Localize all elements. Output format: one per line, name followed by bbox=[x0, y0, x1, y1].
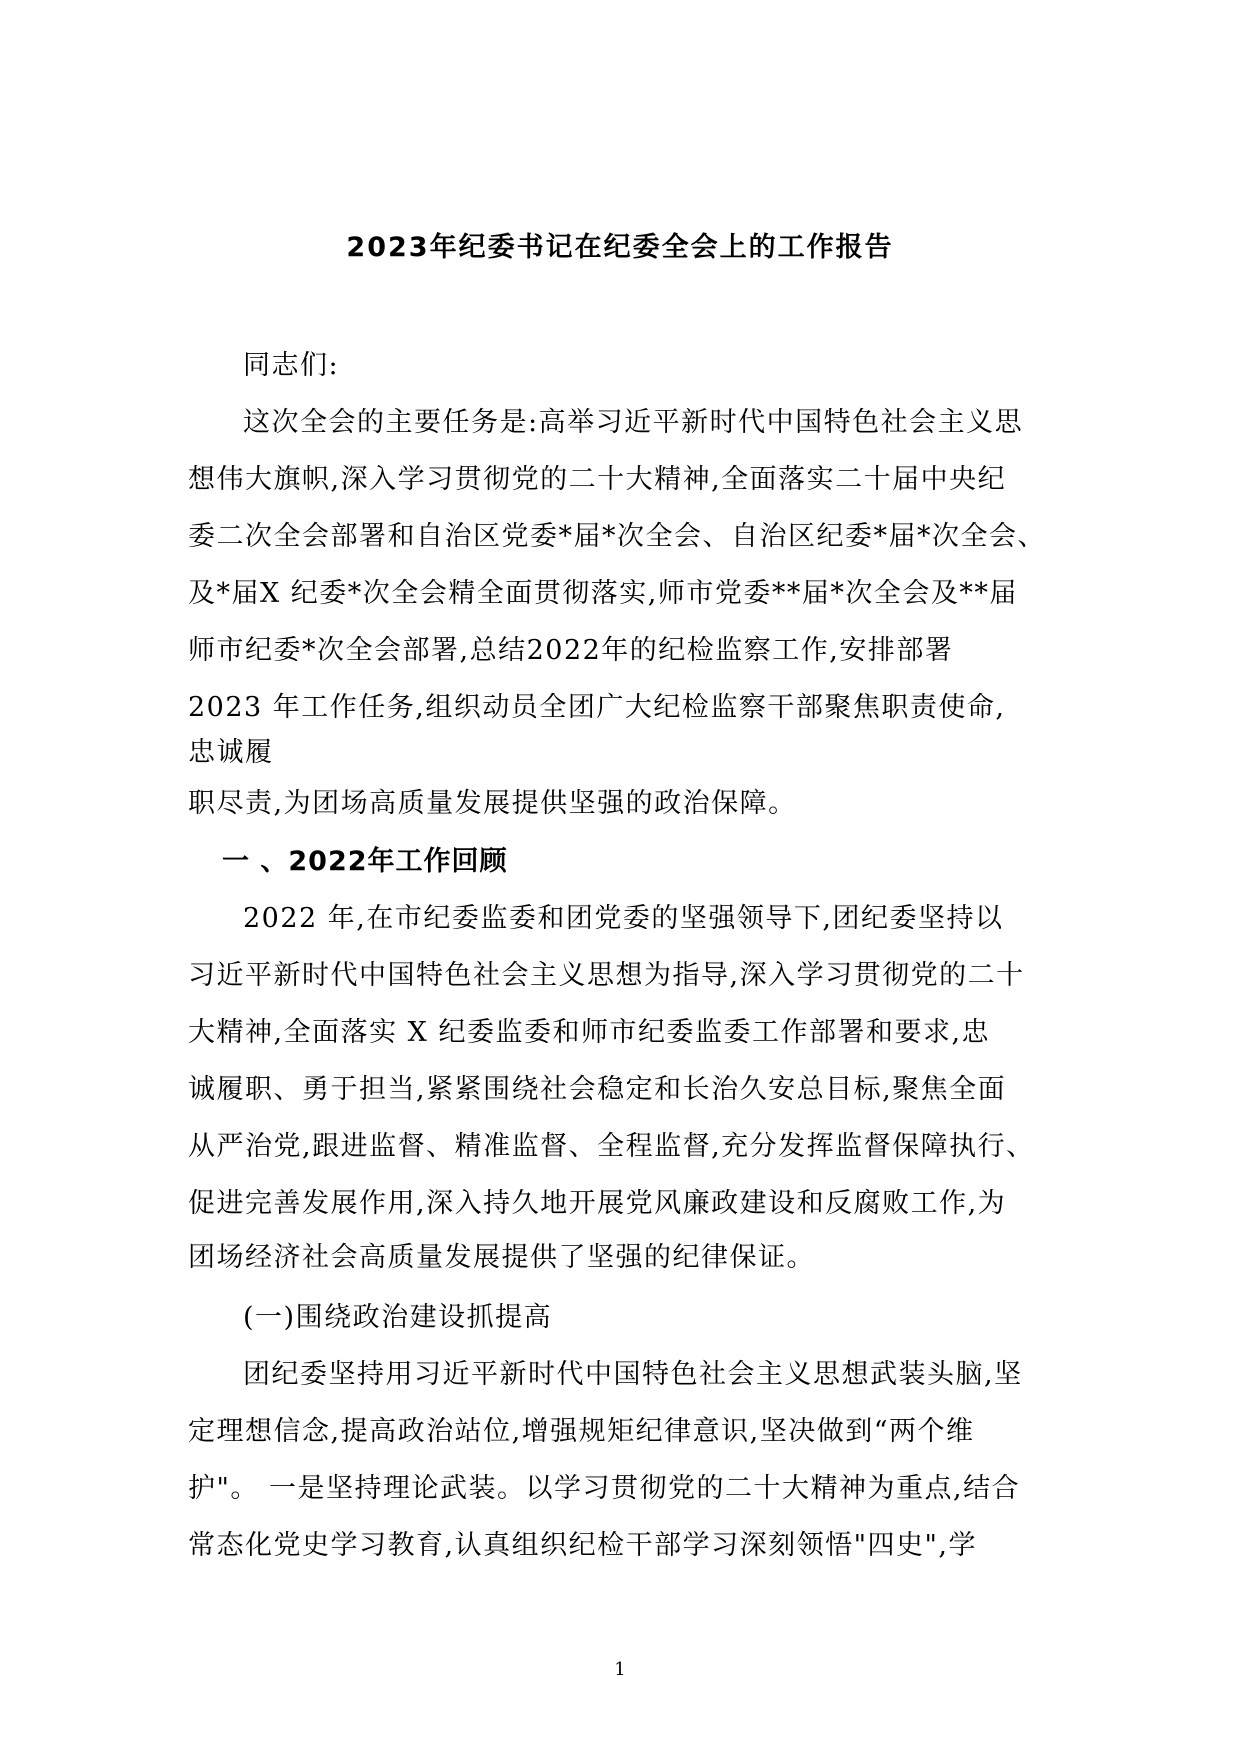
paragraph-line: 2022 年,在市纪委监委和团党委的坚强领导下,团纪委坚持以 bbox=[243, 903, 1004, 934]
document-title: 2023年纪委书记在纪委全会上的工作报告 bbox=[346, 232, 894, 263]
paragraph-line: 想伟大旗帜,深入学习贯彻党的二十大精神,全面落实二十届中央纪 bbox=[188, 464, 1007, 495]
paragraph-line: 从严治党,跟进监督、精准监督、全程监督,充分发挥监督保障执行、 bbox=[188, 1131, 1035, 1162]
paragraph-line: 委二次全会部署和自治区党委*届*次全会、自治区纪委*届*次全会、 bbox=[188, 521, 1046, 552]
paragraph-line: 团纪委坚持用习近平新时代中国特色社会主义思想武装头脑,坚 bbox=[243, 1359, 1023, 1390]
paragraph-line: 2023 年工作任务,组织动员全团广大纪检监察干部聚焦职责使命, bbox=[188, 692, 1006, 723]
paragraph-line: 定理想信念,提高政治站位,增强规矩纪律意识,坚决做到“两个维 bbox=[188, 1416, 975, 1447]
page-number: 1 bbox=[614, 1659, 626, 1680]
paragraph-line: 团场经济社会高质量发展提供了坚强的纪律保证。 bbox=[188, 1242, 815, 1273]
paragraph-line: 常态化党史学习教育,认真组织纪检干部学习深刻领悟"四史",学 bbox=[188, 1530, 978, 1561]
paragraph-line: 职尽责,为团场高质量发展提供坚强的政治保障。 bbox=[188, 788, 797, 819]
paragraph-line: 促进完善发展作用,深入持久地开展党风廉政建设和反腐败工作,为 bbox=[188, 1188, 1007, 1219]
paragraph-line: 大精神,全面落实 X 纪委监委和师市纪委监委工作部署和要求,忠 bbox=[188, 1017, 991, 1048]
section-heading: 一 、2022年工作回顾 bbox=[222, 846, 508, 877]
salutation: 同志们: bbox=[243, 350, 340, 381]
paragraph-line: 忠诚履 bbox=[188, 737, 274, 768]
paragraph-line: 师市纪委*次全会部署,总结2022年的纪检监察工作,安排部署 bbox=[188, 635, 954, 666]
paragraph-line: 这次全会的主要任务是:高举习近平新时代中国特色社会主义思 bbox=[243, 407, 1024, 438]
paragraph-line: 护"。 一是坚持理论武装。以学习贯彻党的二十大精神为重点,结合 bbox=[188, 1473, 1021, 1504]
paragraph-line: 诚履职、勇于担当,紧紧围绕社会稳定和长治久安总目标,聚焦全面 bbox=[188, 1074, 1007, 1105]
paragraph-line: 习近平新时代中国特色社会主义思想为指导,深入学习贯彻党的二十 bbox=[188, 960, 1025, 991]
subsection-heading: (一)围绕政治建设抓提高 bbox=[243, 1302, 553, 1333]
paragraph-line: 及*届X 纪委*次全会精全面贯彻落实,师市党委**届*次全会及**届 bbox=[188, 578, 1018, 609]
